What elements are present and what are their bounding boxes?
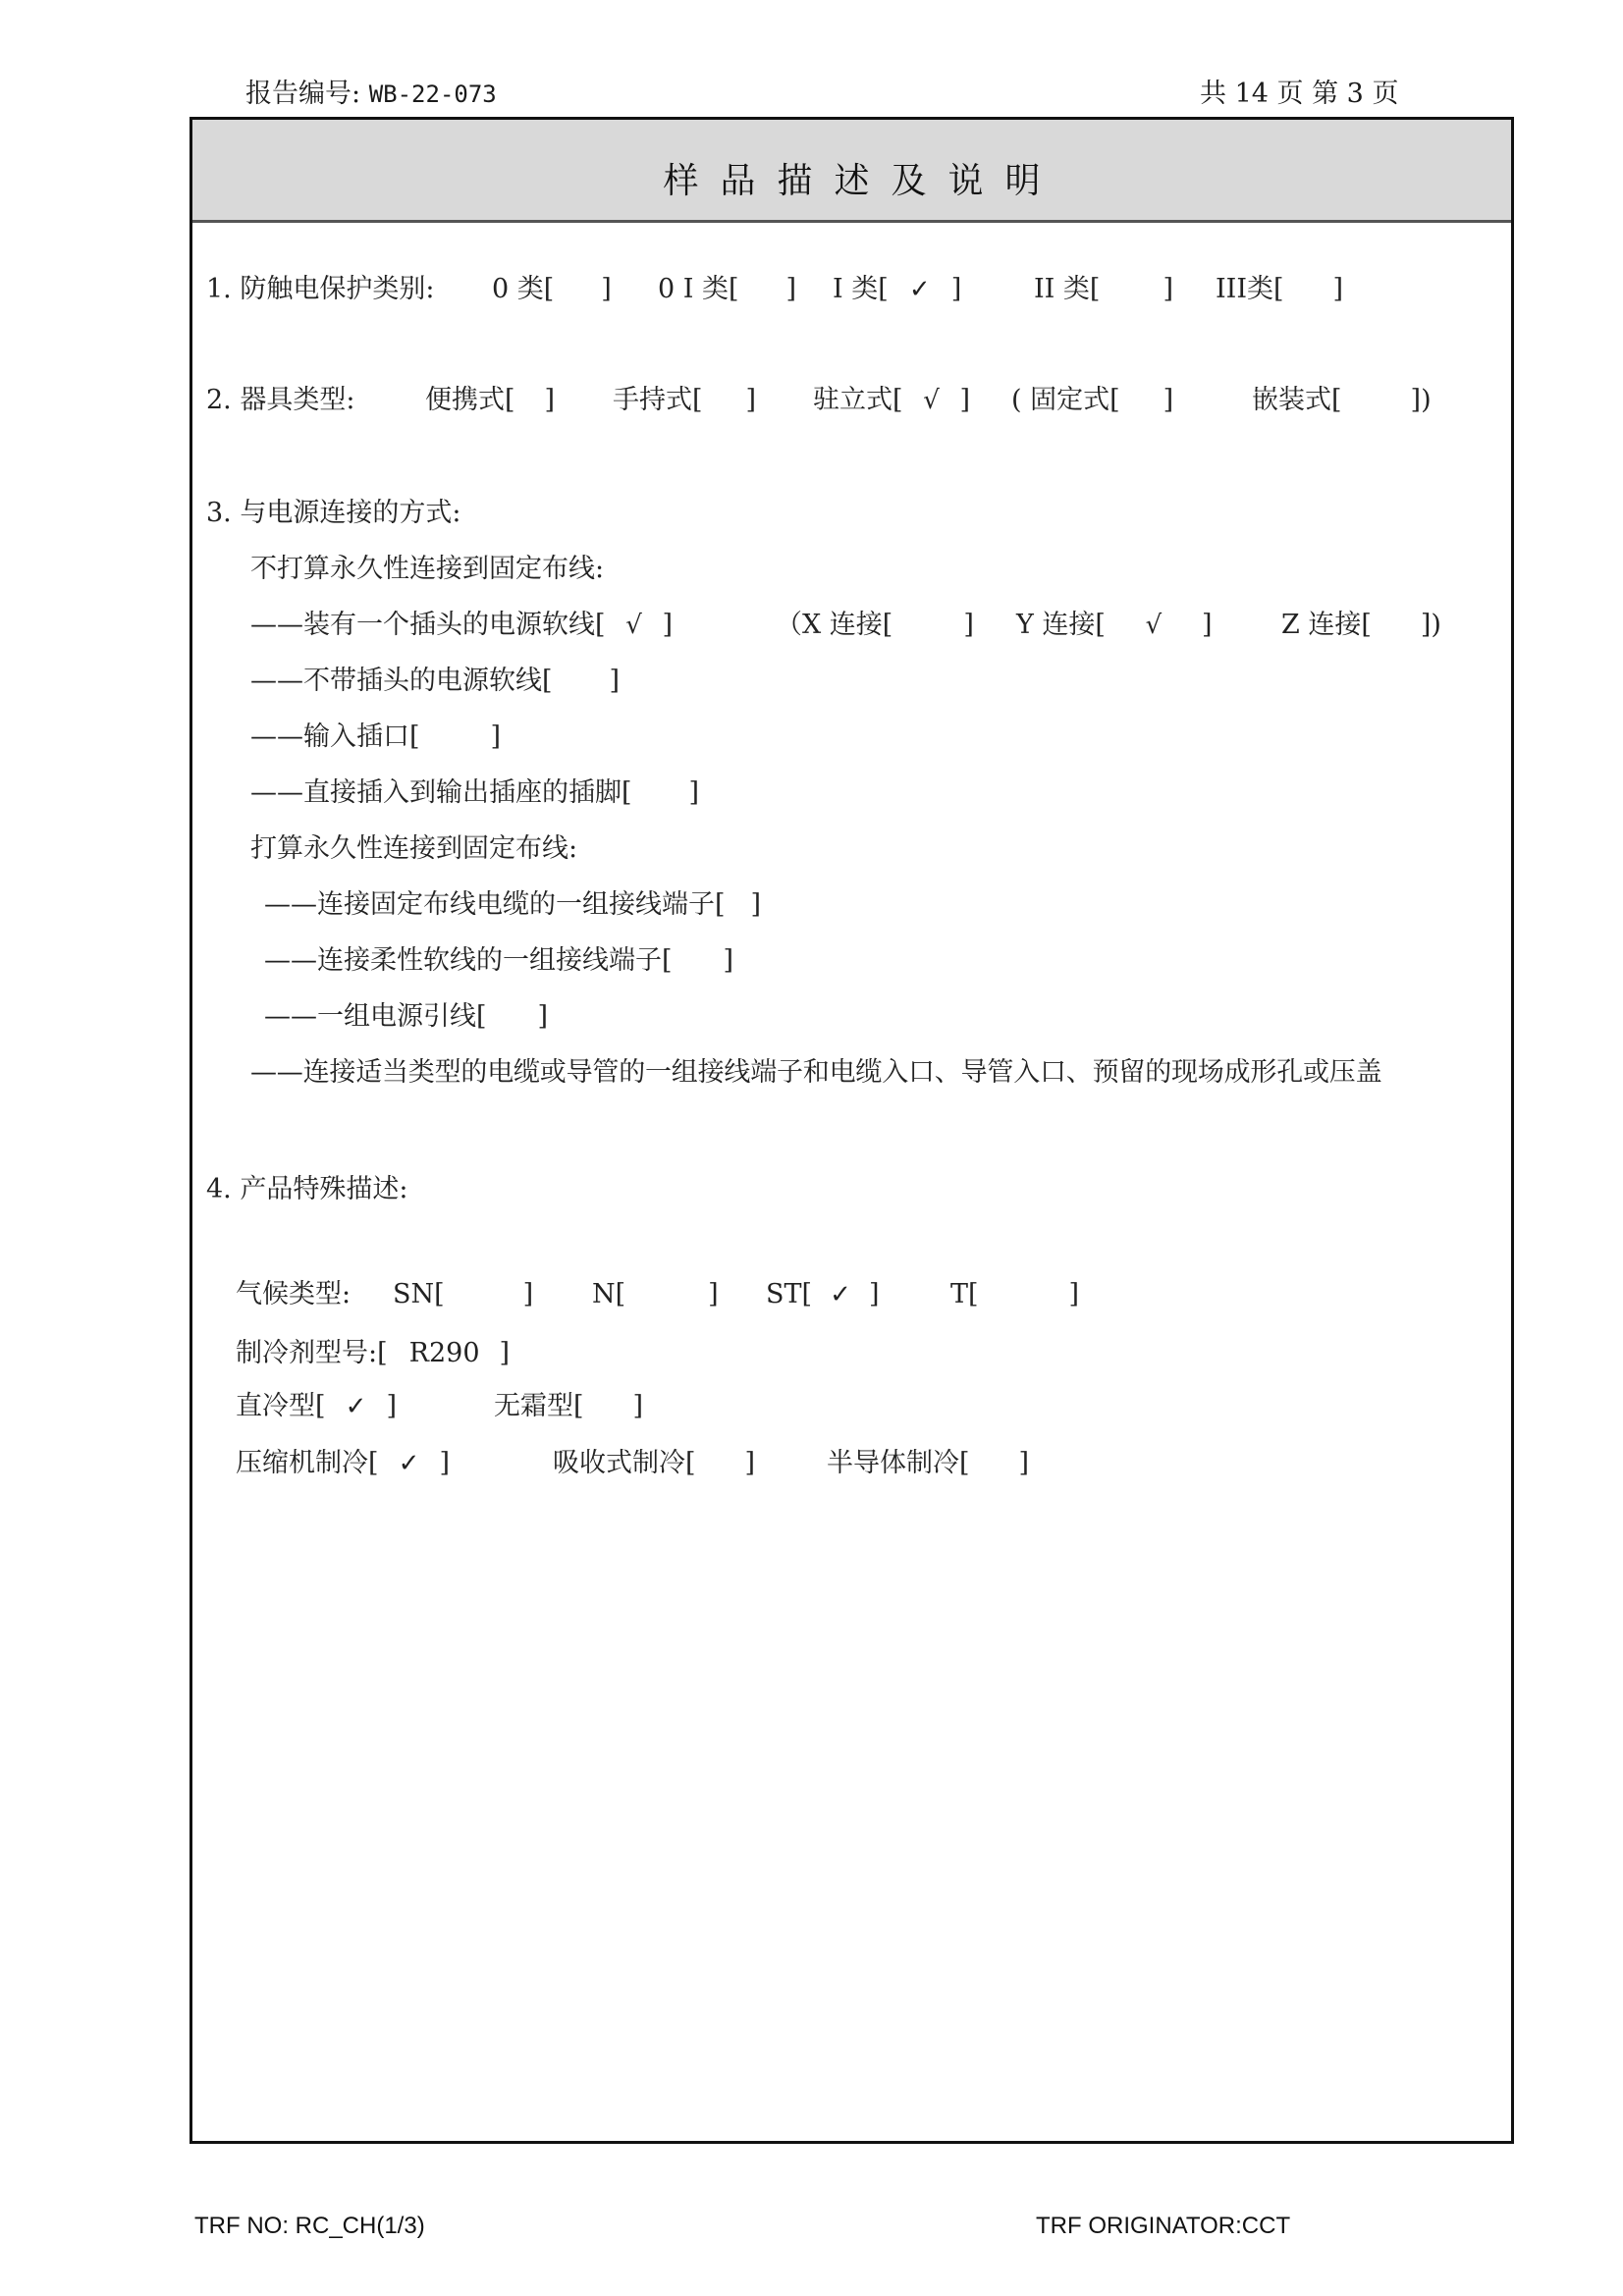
terminals-fixed-wiring[interactable] <box>264 891 761 918</box>
check-mark-icon: ✓ <box>398 1449 420 1478</box>
option-label: ——装有一个插头的电源软线[ <box>250 610 606 640</box>
section1-option-ii[interactable] <box>1034 276 1173 302</box>
option-label: 直冷型[ <box>236 1391 326 1421</box>
y-attachment-option[interactable] <box>1016 612 1213 638</box>
option-label: 0 类[ <box>492 274 555 304</box>
bracket-close: ] <box>522 1279 534 1309</box>
bracket-close: ] <box>601 274 612 304</box>
section2-option-stationary[interactable] <box>813 387 970 413</box>
bracket-close: ] <box>490 721 502 752</box>
section1-option-0[interactable] <box>492 276 612 302</box>
page-info: 共 14 页 第 3 页 <box>1200 79 1399 109</box>
section1-option-i[interactable] <box>833 276 961 302</box>
option-label: 嵌装式[ <box>1252 385 1342 415</box>
bracket-close: ] <box>708 1279 719 1309</box>
refrigerant-field[interactable] <box>236 1340 510 1366</box>
refrigeration-option-compressor[interactable] <box>236 1450 450 1476</box>
bracket-close: ] <box>499 1338 511 1368</box>
bracket-close: ] <box>688 777 700 808</box>
terminals-flexible-cord[interactable] <box>264 947 733 974</box>
option-label: N[ <box>592 1279 626 1309</box>
bracket-close: ] <box>723 945 734 976</box>
bracket-close: ] <box>609 666 621 696</box>
option-label: 驻立式[ <box>813 385 903 415</box>
bracket-close: ] <box>1018 1448 1030 1478</box>
cooling-option-frost-free[interactable] <box>494 1393 643 1419</box>
check-mark-icon: √ <box>625 611 642 640</box>
bracket-close: ] <box>869 1279 880 1309</box>
check-mark-icon: √ <box>1145 611 1163 640</box>
permanent-label: 打算永久性连接到固定布线: <box>250 833 578 864</box>
check-mark-icon: √ <box>923 386 940 415</box>
climate-option-sn[interactable] <box>393 1281 533 1308</box>
option-label: ——不带插头的电源软线[ <box>250 666 553 696</box>
option-label: 压缩机制冷[ <box>236 1448 379 1478</box>
bracket-close: ]) <box>1410 385 1432 415</box>
section1-option-iii[interactable] <box>1216 276 1343 302</box>
option-label: ——一组电源引线[ <box>264 1001 487 1032</box>
option-label: ST[ <box>766 1279 813 1309</box>
refrigeration-option-absorption[interactable] <box>553 1450 755 1476</box>
trf-number: TRF NO: RC_CH(1/3) <box>194 2213 425 2239</box>
title-bar <box>192 120 1511 223</box>
bracket-close: ] <box>785 274 797 304</box>
refrigerant-value: R290 <box>408 1338 480 1368</box>
section2-option-handheld[interactable] <box>613 387 756 413</box>
option-label: ——直接插入到输出插座的插脚[ <box>250 777 632 808</box>
check-mark-icon: ✓ <box>345 1392 367 1421</box>
option-label: SN[ <box>393 1279 445 1309</box>
climate-option-st[interactable] <box>766 1281 880 1308</box>
section2-option-fixed[interactable] <box>1011 387 1173 413</box>
option-label: ——连接柔性软线的一组接线端子[ <box>264 945 673 976</box>
bracket-close: ] <box>1068 1279 1080 1309</box>
bracket-close: ] <box>537 1001 549 1032</box>
cooling-option-direct[interactable] <box>236 1393 397 1419</box>
option-label: I 类[ <box>833 274 889 304</box>
bracket-close: ] <box>745 385 757 415</box>
supply-leads[interactable] <box>264 1003 548 1030</box>
non-permanent-label: 不打算永久性连接到固定布线: <box>250 554 605 584</box>
bracket-close: ] <box>744 1448 756 1478</box>
refrigerant-label: 制冷剂型号:[ <box>236 1338 388 1368</box>
report-number-label: 报告编号: <box>245 79 361 109</box>
option-label: 手持式[ <box>613 385 703 415</box>
check-mark-icon: ✓ <box>830 1280 851 1309</box>
option-label: Z 连接[ <box>1281 610 1372 640</box>
trf-originator: TRF ORIGINATOR:CCT <box>1036 2213 1291 2239</box>
option-label: Y 连接[ <box>1016 610 1106 640</box>
bracket-close: ] <box>662 610 674 640</box>
option-label: ——输入插口[ <box>250 721 420 752</box>
climate-label: 气候类型: <box>236 1279 352 1309</box>
bracket-close: ] <box>950 274 962 304</box>
option-label: 半导体制冷[ <box>827 1448 970 1478</box>
climate-option-t[interactable] <box>950 1281 1079 1308</box>
section1-option-0i[interactable] <box>658 276 796 302</box>
option-label: ( 固定式[ <box>1011 385 1120 415</box>
bracket-close: ] <box>1163 385 1174 415</box>
option-label: 吸收式制冷[ <box>553 1448 696 1478</box>
pins-for-socket-outlet[interactable] <box>250 779 699 806</box>
page-title: 样品描述及说明 <box>663 161 1062 201</box>
bracket-close: ] <box>386 1391 398 1421</box>
bracket-close: ] <box>1163 274 1173 304</box>
option-label: III类[ <box>1216 274 1284 304</box>
bracket-close: ] <box>959 385 971 415</box>
check-mark-icon: ✓ <box>908 275 931 304</box>
section1-label: 1. 防触电保护类别: <box>206 274 435 304</box>
bracket-close: ] <box>1201 610 1213 640</box>
option-label: T[ <box>950 1279 979 1309</box>
section3-label: 3. 与电源连接的方式: <box>206 498 461 528</box>
bracket-close: ]) <box>1420 610 1441 640</box>
bracket-close: ] <box>439 1448 451 1478</box>
climate-option-n[interactable] <box>592 1281 719 1308</box>
sample-description-box <box>189 117 1514 2144</box>
section2-option-built-in[interactable] <box>1252 387 1432 413</box>
option-label: II 类[ <box>1034 274 1101 304</box>
option-label: ——连接固定布线电缆的一组接线端子[ <box>264 889 726 920</box>
section2-option-portable[interactable] <box>425 387 555 413</box>
report-number-value: WB-22-073 <box>368 80 497 108</box>
section2-label: 2. 器具类型: <box>206 385 355 415</box>
bracket-close: ] <box>750 889 762 920</box>
power-cord-with-plug[interactable] <box>250 612 673 638</box>
option-label: 无霜型[ <box>494 1391 584 1421</box>
section4-label: 4. 产品特殊描述: <box>206 1174 408 1204</box>
terminals-cable-conduit: ——连接适当类型的电缆或导管的一组接线端子和电缆入口、导管入口、预留的现场成形孔或压盖 <box>250 1057 1382 1088</box>
option-label: 0 I 类[ <box>658 274 739 304</box>
refrigeration-option-semiconductor[interactable] <box>827 1450 1029 1476</box>
bracket-close: ] <box>963 610 974 640</box>
appliance-inlet[interactable] <box>250 723 501 750</box>
x-attachment-option[interactable] <box>776 612 974 638</box>
power-cord-without-plug[interactable] <box>250 667 620 694</box>
bracket-close: ] <box>632 1391 644 1421</box>
report-number <box>245 80 497 107</box>
bracket-close: ] <box>1332 274 1344 304</box>
bracket-close: ] <box>544 385 556 415</box>
option-label: 便携式[ <box>425 385 515 415</box>
z-attachment-option[interactable] <box>1281 612 1441 638</box>
option-label: （X 连接[ <box>776 610 893 640</box>
